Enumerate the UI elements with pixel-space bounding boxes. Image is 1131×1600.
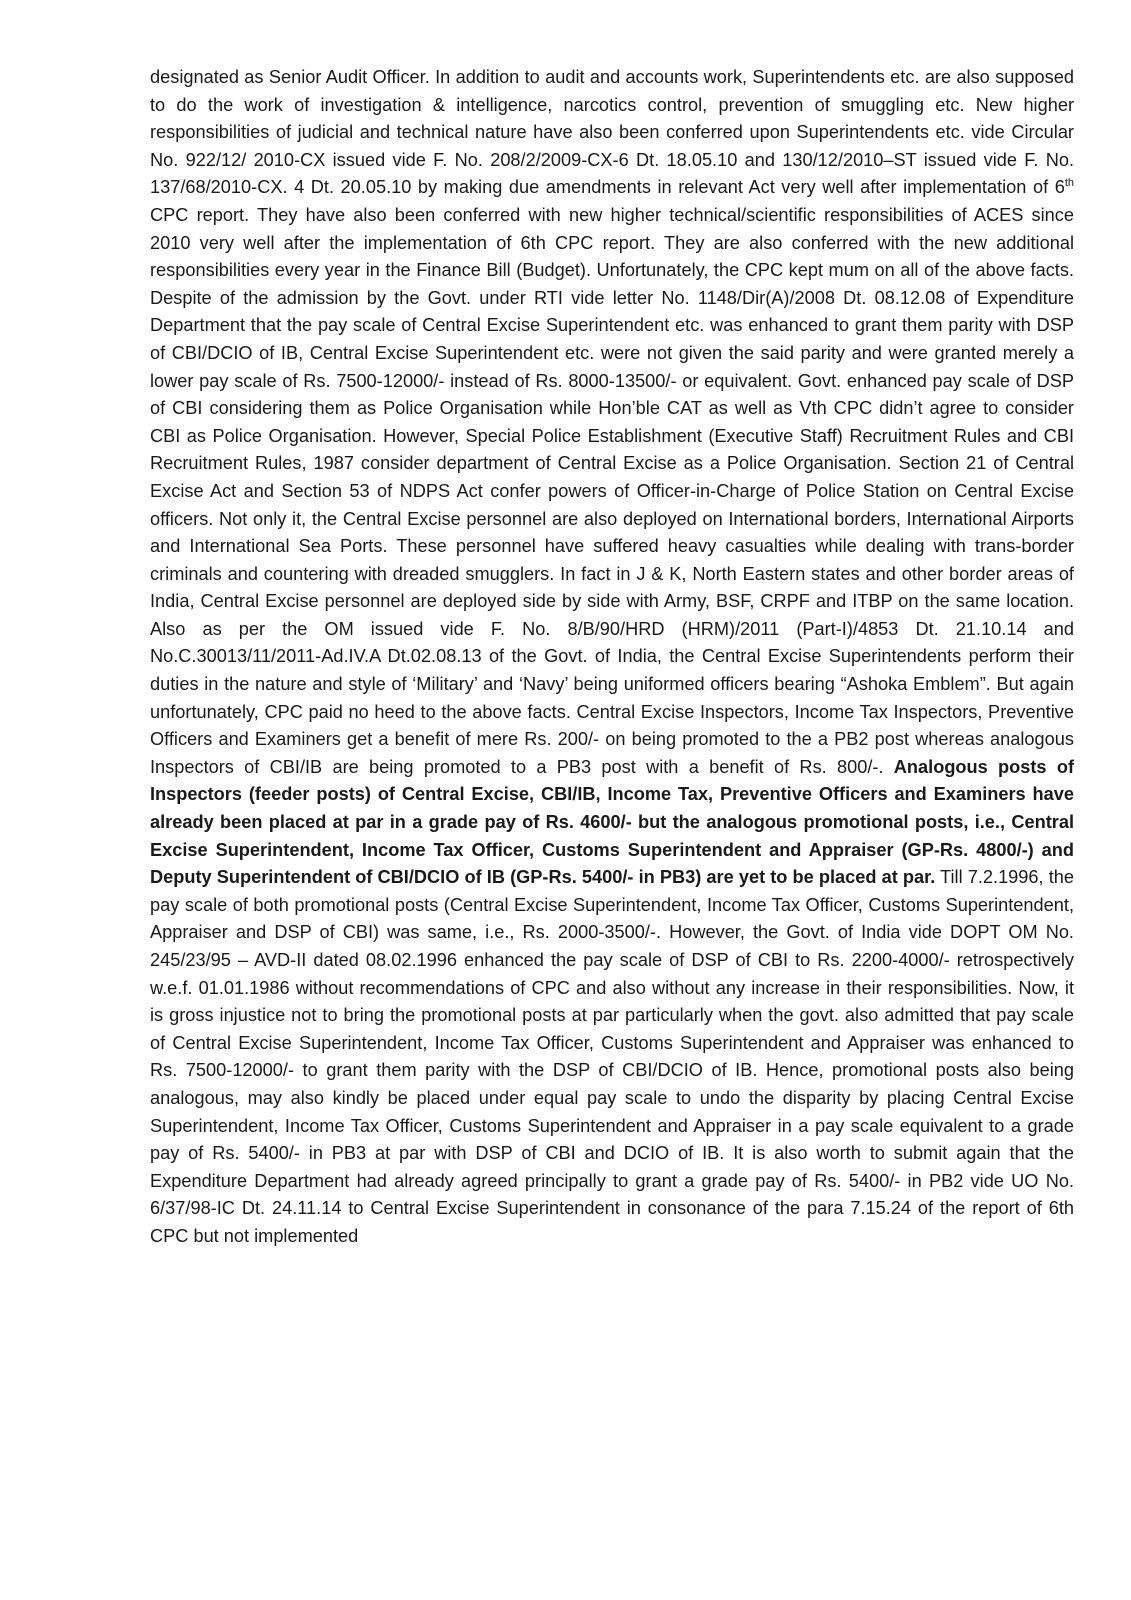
body-paragraph xyxy=(150,64,1074,1251)
superscript-th: th xyxy=(1064,177,1074,190)
bold-statement: Analogous posts of Inspectors (feeder posts) of Central Excise, CBI/IB, Income Tax, Preventive Officers and Examiners have already been placed at par in a grade pay of Rs. 4600/- but the analogous promotional posts, i.e., Central Excise Superintendent, Income Tax Officer, Customs Superintendent and Appraiser (GP-Rs. 4800/-) and Deputy Superintendent of CBI/DCIO of IB (GP-Rs. 5400/- in PB3) are yet to be placed at par. xyxy=(150,756,1074,888)
text-run-2: CPC report. They have also been conferred with new higher technical/scientific responsibilities of ACES since 2010 very well after the implementation of 6th CPC report. They are also conferred with the new additional responsibilities every year in the Finance Bill (Budget). Unfortunately, the CPC kept mum on all of the above facts. Despite of the admission by the Govt. under RTI vide letter No. 1148/Dir(A)/2008 Dt. 08.12.08 of Expenditure Department that the pay scale of Central Excise Superintendent etc. was enhanced to grant them parity with DSP of CBI/DCIO of IB, Central Excise Superintendent etc. were not given the said parity and were granted merely a lower pay scale of Rs. 7500-12000/- instead of Rs. 8000-13500/- or equivalent. Govt. enhanced pay scale of DSP of CBI considering them as Police Organisation while Hon’ble CAT as well as Vth CPC didn’t agree to consider CBI as Police Organisation. However, Special Police Establishment (Executive Staff) Recruitment Rules and CBI Recruitment Rules, 1987 consider department of Central Excise as a Police Organisation. Section 21 of Central Excise Act and Section 53 of NDPS Act confer powers of Officer-in-Charge of Police Station on Central Excise officers. Not only it, the Central Excise personnel are also deployed on International borders, International Airports and International Sea Ports. These personnel have suffered heavy casualties while dealing with trans-border criminals and countering with dreaded smugglers. In fact in J & K, North Eastern states and other border areas of India, Central Excise personnel are deployed side by side with Army, BSF, CRPF and ITBP on the same location. Also as per the OM issued vide F. No. 8/B/90/HRD (HRM)/2011 (Part-I)/4853 Dt. 21.10.14 and No.C.30013/11/2011-Ad.IV.A Dt.02.08.13 of the Govt. of India, the Central Excise Superintendents perform their duties in the nature and style of ‘Military’ and ‘Navy’ being uniformed officers bearing “Ashoka Emblem”. But again unfortunately, CPC paid no heed to the above facts. Central Excise Inspectors, Income Tax Inspectors, Preventive Officers and Examiners get a benefit of mere Rs. 200/- on being promoted to the a PB2 post whereas analogous Inspectors of CBI/IB are being promoted to a PB3 post with a benefit of Rs. 800/-. xyxy=(150,204,1074,777)
text-run-3: Till 7.2.1996, the pay scale of both promotional posts (Central Excise Superintendent, Income Tax Officer, Customs Superintendent, Appraiser and DSP of CBI) was same, i.e., Rs. 2000-3500/-. However, the Govt. of India vide DOPT OM No. 245/23/95 – AVD-II dated 08.02.1996 enhanced the pay scale of DSP of CBI to Rs. 2200-4000/- retrospectively w.e.f. 01.01.1986 without recommendations of CPC and also without any increase in their responsibilities. Now, it is gross injustice not to bring the promotional posts at par particularly when the govt. also admitted that pay scale of Central Excise Superintendent, Income Tax Officer, Customs Superintendent and Appraiser was enhanced to Rs. 7500-12000/- to grant them parity with the DSP of CBI/DCIO of IB. Hence, promotional posts also being analogous, may also kindly be placed under equal pay scale to undo the disparity by placing Central Excise Superintendent, Income Tax Officer, Customs Superintendent and Appraiser in a pay scale equivalent to a grade pay of Rs. 5400/- in PB3 at par with DSP of CBI and DCIO of IB. It is also worth to submit again that the Expenditure Department had already agreed principally to grant a grade pay of Rs. 5400/- in PB2 vide UO No. 6/37/98-IC Dt. 24.11.14 to Central Excise Superintendent in consonance of the para 7.15.24 of the report of 6th CPC but not implemented xyxy=(150,867,1074,1246)
document-page xyxy=(150,64,1074,1251)
text-run-1: designated as Senior Audit Officer. In addition to audit and accounts work, Superintendents etc. are also supposed to do the work of investigation & intelligence, narcotics control, prevention of smuggling etc. New higher responsibilities of judicial and technical nature have also been conferred upon Superintendents etc. vide Circular No. 922/12/ 2010-CX issued vide F. No. 208/2/2009-CX-6 Dt. 18.05.10 and 130/12/2010–ST issued vide F. No. 137/68/2010-CX. 4 Dt. 20.05.10 by making due amendments in relevant Act very well after implementation of 6 xyxy=(150,67,1074,198)
